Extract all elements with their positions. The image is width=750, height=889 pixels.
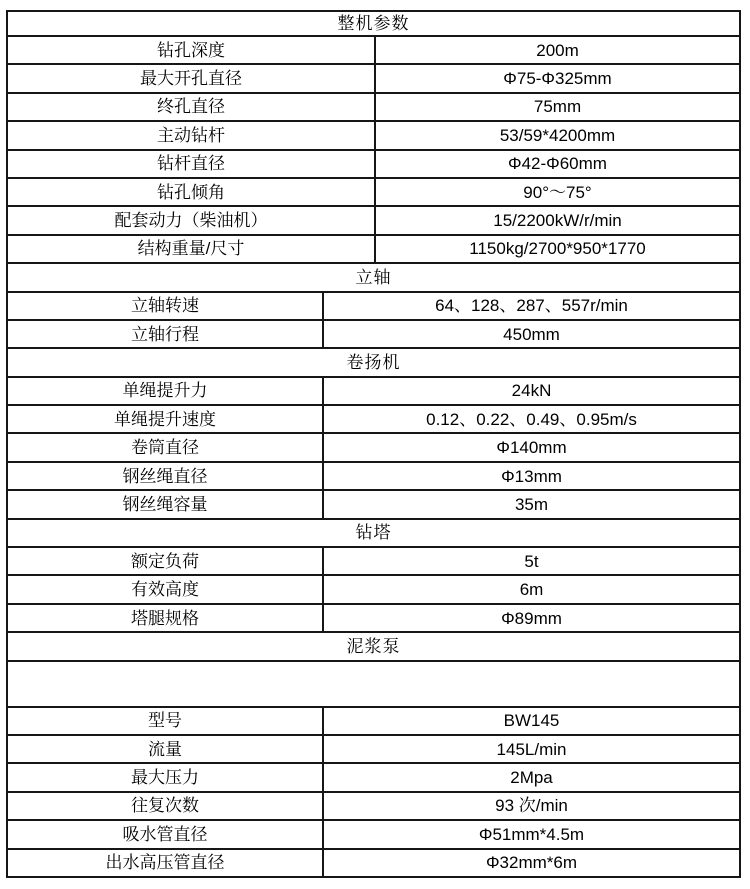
spec-label: 钻孔深度 [8,37,376,63]
spec-row [8,234,739,262]
spec-value: BW145 [503,711,560,731]
spec-value: 24kN [511,381,552,401]
spec-row [8,35,739,63]
spec-label: 流量 [8,736,324,762]
spec-label: 钢丝绳直径 [8,463,324,489]
spec-value: 90°～75° [523,182,592,202]
spec-row [8,706,739,734]
spec-row [8,404,739,432]
spec-label: 型号 [8,708,324,734]
spec-value: 0.12、0.22、0.49、0.95m/s [426,409,637,429]
section-header-label: 卷扬机 [346,352,401,372]
spec-value: 450mm [503,324,560,344]
spec-row [8,819,739,847]
spec-label: 钻杆直径 [8,151,376,177]
spec-value: Φ89mm [501,608,562,628]
spec-label: 钢丝绳容量 [8,491,324,517]
spec-value: 200m [536,40,579,60]
spec-row [8,319,739,347]
spec-label: 立轴行程 [8,321,324,347]
section-header-label: 泥浆泵 [346,636,401,656]
empty-cell [8,662,739,706]
spec-label: 出水高压管直径 [8,850,324,876]
section-header-label: 整机参数 [337,14,410,33]
spec-row [8,376,739,404]
spec-value: Φ13mm [501,466,562,486]
spec-row [8,120,739,148]
spec-value: 53/59*4200mm [499,125,616,145]
spec-value: 35m [514,494,549,514]
spec-label: 有效高度 [8,576,324,602]
spec-row [8,291,739,319]
spec-row [8,461,739,489]
spec-row [8,177,739,205]
spec-value: 5t [524,551,539,571]
spec-label: 吸水管直径 [8,821,324,847]
spec-row [8,205,739,233]
spec-label: 主动钻杆 [8,122,376,148]
spec-row [8,489,739,517]
spec-label: 单绳提升力 [8,378,324,404]
section-header-spindle [8,262,739,290]
spec-label: 往复次数 [8,793,324,819]
section-header-tower [8,518,739,546]
section-header-label: 钻塔 [355,523,392,543]
spec-row [8,603,739,631]
spec-value: 75mm [533,97,582,117]
spec-value: 145L/min [496,739,567,759]
spec-value: Φ51mm*4.5m [478,824,585,844]
spec-label: 立轴转速 [8,293,324,319]
spec-row [8,432,739,460]
spec-value: 93 次/min [495,796,568,816]
spec-value: Φ42-Φ60mm [508,154,607,174]
spec-value: 6m [519,580,544,600]
spec-value: Φ75-Φ325mm [503,69,612,89]
spec-value: Φ140mm [496,438,567,458]
spec-label: 最大压力 [8,764,324,790]
empty-row [8,660,739,706]
section-header-winch [8,347,739,375]
section-header-mud-pump [8,631,739,659]
spec-row [8,149,739,177]
section-header-overall [8,12,739,35]
spec-label: 额定负荷 [8,548,324,574]
spec-label: 钻孔倾角 [8,179,376,205]
spec-label: 终孔直径 [8,94,376,120]
spec-value: Φ32mm*6m [485,853,578,873]
spec-row [8,848,739,876]
spec-row [8,574,739,602]
spec-value: 1150kg/2700*950*1770 [469,239,646,259]
spec-row [8,762,739,790]
spec-label: 最大开孔直径 [8,65,376,91]
spec-row [8,63,739,91]
spec-row [8,546,739,574]
spec-label: 单绳提升速度 [8,406,324,432]
spec-label: 结构重量/尺寸 [8,236,376,262]
spec-row [8,791,739,819]
spec-row [8,734,739,762]
spec-value: 2Mpa [510,768,553,788]
spec-value: 15/2200kW/r/min [493,211,622,231]
spec-label: 塔腿规格 [8,605,324,631]
spec-label: 配套动力（柴油机） [8,207,376,233]
spec-value: 64、128、287、557r/min [435,296,628,316]
spec-label: 卷筒直径 [8,434,324,460]
spec-row [8,92,739,120]
spec-table [6,10,741,878]
section-header-label: 立轴 [355,267,392,287]
